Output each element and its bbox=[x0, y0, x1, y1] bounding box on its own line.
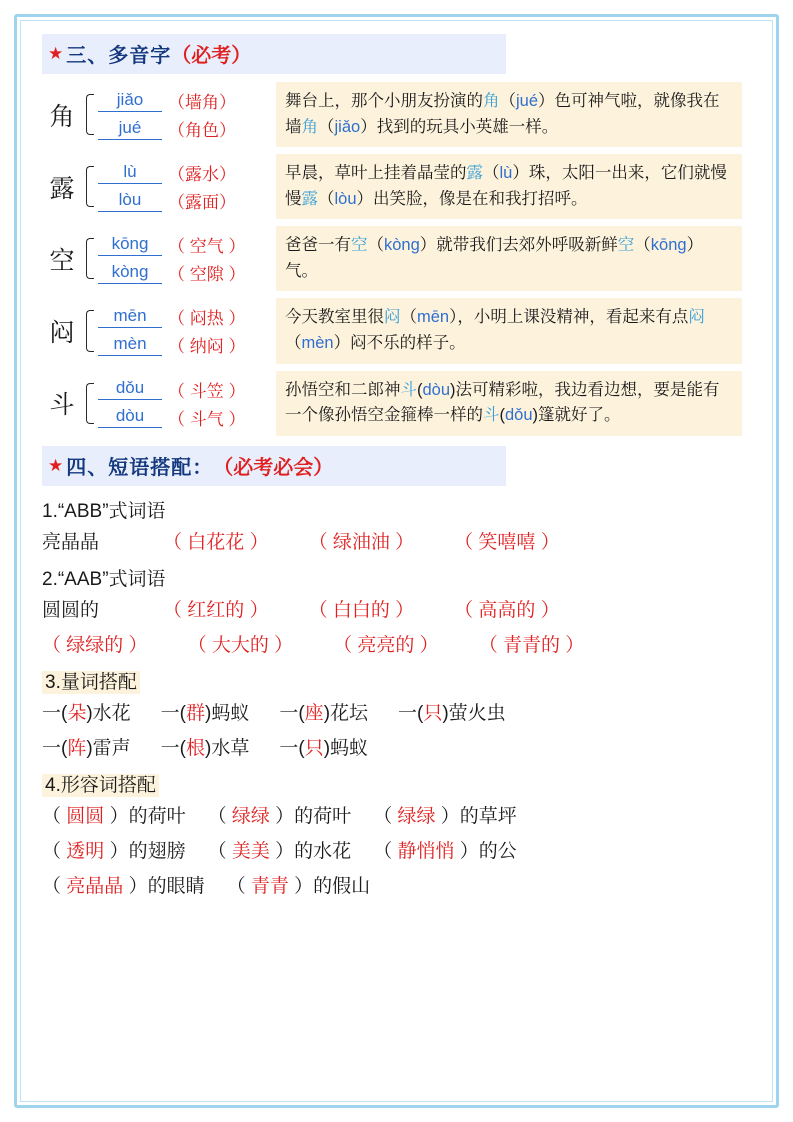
phrase-text: （ bbox=[226, 875, 246, 897]
brace-icon bbox=[82, 154, 96, 219]
phrase-text: （ bbox=[373, 805, 393, 827]
phrase-text: （ bbox=[207, 805, 227, 827]
phrase-answer: 透明 bbox=[61, 840, 110, 862]
phrase-answer: （ 白花花 ） bbox=[163, 531, 269, 553]
phrase-text: )水花 bbox=[86, 702, 131, 724]
highlighted-pinyin: mèn bbox=[301, 333, 334, 352]
phrase-text: 一( bbox=[279, 737, 305, 759]
phrase-line bbox=[42, 527, 742, 554]
highlighted-pinyin: kòng bbox=[384, 236, 420, 255]
pinyin-word-pairs bbox=[98, 303, 276, 359]
word-answer: （ 闷热 ） bbox=[168, 309, 246, 329]
highlighted-character: 斗 bbox=[483, 406, 500, 425]
sentence-text: ( bbox=[499, 406, 505, 425]
phrase-text: ）的荷叶 bbox=[275, 805, 352, 827]
phrase-answer: （ 笑嘻嘻 ） bbox=[454, 531, 560, 553]
pinyin-word-pair bbox=[98, 159, 276, 187]
highlighted-pinyin: lù bbox=[499, 164, 513, 183]
highlighted-heading-text: 3.量词搭配 bbox=[42, 671, 140, 694]
example-sentence bbox=[276, 298, 742, 363]
pinyin-answer: dǒu bbox=[98, 378, 162, 400]
polyphone-row bbox=[42, 371, 742, 436]
phrase-text: ）的假山 bbox=[294, 875, 371, 897]
phrase-text: ）的荷叶 bbox=[109, 805, 186, 827]
phrase-answer: 青青 bbox=[245, 875, 295, 897]
highlighted-pinyin: mēn bbox=[417, 308, 450, 327]
section-4-header bbox=[42, 446, 506, 486]
polyphone-character: 斗 bbox=[49, 391, 75, 420]
highlighted-character: 斗 bbox=[400, 380, 417, 399]
phrase-line bbox=[42, 836, 742, 863]
polyphone-table bbox=[42, 82, 742, 436]
word-answer: （ 斗笠 ） bbox=[168, 381, 246, 401]
phrase-text: ）的草坪 bbox=[440, 805, 517, 827]
phrase-text: 圆圆的 bbox=[42, 599, 100, 621]
phrase-text: ）的水花 bbox=[275, 840, 352, 862]
pinyin-word-pair bbox=[98, 259, 276, 287]
phrase-group-heading: 2.“AAB”式词语 bbox=[42, 568, 166, 590]
word-answer: （角色） bbox=[168, 121, 236, 141]
pinyin-word-pairs bbox=[98, 375, 276, 431]
pinyin-answer: kōng bbox=[98, 234, 162, 256]
phrase-answer: （ 高高的 ） bbox=[454, 599, 560, 621]
highlighted-character: 闷 bbox=[384, 308, 401, 327]
phrase-group-heading bbox=[42, 770, 742, 797]
phrase-answer: 只 bbox=[423, 702, 443, 724]
phrase-group-heading bbox=[42, 667, 742, 694]
phrase-line bbox=[42, 630, 742, 657]
word-answer: （ 斗气 ） bbox=[168, 409, 246, 429]
pinyin-word-pairs bbox=[98, 231, 276, 287]
sentence-text: ），小明上课没精神，看起来有点 bbox=[449, 308, 689, 327]
phrase-text: 一( bbox=[160, 737, 186, 759]
phrase-line bbox=[42, 871, 742, 898]
phrase-text: （ bbox=[42, 875, 62, 897]
highlighted-pinyin: jué bbox=[516, 92, 539, 110]
pinyin-word-pair bbox=[98, 331, 276, 359]
sentence-text: ( bbox=[417, 380, 423, 399]
pinyin-answer: kòng bbox=[98, 262, 162, 284]
pinyin-word-pair bbox=[98, 187, 276, 215]
example-sentence bbox=[276, 371, 742, 436]
brace-icon bbox=[82, 371, 96, 436]
phrase-answer: 美美 bbox=[226, 840, 276, 862]
pinyin-answer: lòu bbox=[98, 190, 162, 212]
sentence-text: （ bbox=[634, 236, 651, 255]
sentence-text: ）气。 bbox=[285, 236, 704, 280]
pinyin-word-pairs bbox=[98, 159, 276, 215]
phrase-line bbox=[42, 595, 742, 622]
sentence-text: )篷就好了。 bbox=[532, 406, 621, 425]
phrase-answer: 圆圆 bbox=[61, 805, 110, 827]
brace-icon bbox=[82, 82, 96, 147]
phrase-text: 一( bbox=[279, 702, 305, 724]
polyphone-character: 露 bbox=[49, 174, 75, 203]
phrase-text: 一( bbox=[398, 702, 424, 724]
highlighted-character: 闷 bbox=[688, 308, 705, 327]
sentence-text: 早晨，草叶上挂着晶莹的 bbox=[285, 164, 467, 183]
highlighted-pinyin: jiǎo bbox=[334, 117, 361, 136]
phrase-answer: （ 大大的 ） bbox=[187, 634, 294, 656]
sentence-text: （ bbox=[483, 164, 500, 183]
sentence-text: ）找到的玩具小英雄一样。 bbox=[360, 117, 559, 136]
phrase-text: （ bbox=[207, 840, 227, 862]
example-sentence bbox=[276, 154, 742, 219]
sentence-text: 孙悟空和二郎神 bbox=[285, 380, 401, 399]
phrase-line bbox=[42, 733, 742, 760]
highlighted-character: 角 bbox=[483, 92, 500, 110]
star-icon: ★ bbox=[48, 455, 64, 475]
pinyin-answer: mēn bbox=[98, 306, 162, 328]
example-sentence bbox=[276, 226, 742, 291]
pinyin-word-pair bbox=[98, 403, 276, 431]
highlighted-character: 露 bbox=[301, 189, 318, 208]
section-4-note: （必考必会） bbox=[213, 456, 334, 479]
sentence-text: （ bbox=[285, 333, 302, 352]
polyphone-character: 闷 bbox=[49, 318, 75, 347]
polyphone-character: 角 bbox=[49, 102, 75, 131]
sentence-text: 今天教室里很 bbox=[285, 308, 384, 327]
section-3-note: （必考） bbox=[171, 45, 252, 67]
pinyin-answer: mèn bbox=[98, 334, 162, 356]
phrase-text: 一( bbox=[42, 737, 68, 759]
pinyin-answer: lù bbox=[98, 162, 162, 184]
pinyin-word-pairs bbox=[98, 87, 276, 143]
phrase-text: （ bbox=[373, 840, 393, 862]
phrase-answer: 座 bbox=[304, 702, 324, 724]
phrase-answer: （ 白白的 ） bbox=[308, 599, 415, 621]
brace-icon bbox=[82, 298, 96, 363]
phrase-answer: 静悄悄 bbox=[392, 840, 460, 862]
highlighted-character: 露 bbox=[466, 164, 483, 183]
sentence-text: ）出笑脸，像是在和我打招呼。 bbox=[356, 189, 588, 208]
sentence-text: 爸爸一有 bbox=[285, 236, 351, 255]
pinyin-word-pair bbox=[98, 303, 276, 331]
phrase-line bbox=[42, 801, 742, 828]
phrase-text: 一( bbox=[160, 702, 186, 724]
phrase-answer: 群 bbox=[186, 702, 206, 724]
phrase-text: )萤火虫 bbox=[442, 702, 506, 724]
phrase-group-heading: 1.“ABB”式词语 bbox=[42, 500, 166, 522]
sentence-text: 舞台上，那个小朋友扮演的 bbox=[285, 92, 483, 110]
phrase-answer: 只 bbox=[304, 737, 324, 759]
word-answer: （ 空隙 ） bbox=[168, 265, 246, 285]
phrase-text: ）的翅膀 bbox=[109, 840, 186, 862]
phrase-text: )蚂蚁 bbox=[323, 737, 369, 759]
phrase-text: )蚂蚁 bbox=[205, 702, 250, 724]
word-answer: （露面） bbox=[168, 193, 236, 213]
polyphone-row bbox=[42, 82, 742, 147]
polyphone-row bbox=[42, 154, 742, 219]
phrase-answer: （ 绿绿的 ） bbox=[42, 634, 148, 656]
pinyin-word-pair bbox=[98, 375, 276, 403]
phrase-text: )水草 bbox=[205, 737, 250, 759]
brace-icon bbox=[82, 226, 96, 291]
phrase-matching-section bbox=[42, 496, 742, 898]
sentence-text: （ bbox=[318, 189, 335, 208]
phrase-answer: （ 青青的 ） bbox=[478, 634, 585, 656]
section-3-header bbox=[42, 34, 506, 74]
sentence-text: （ bbox=[499, 92, 516, 110]
phrase-text: )雷声 bbox=[86, 737, 131, 759]
phrase-answer: 阵 bbox=[67, 737, 87, 759]
phrase-line bbox=[42, 698, 742, 725]
sentence-text: （ bbox=[400, 308, 417, 327]
highlighted-pinyin: kōng bbox=[650, 236, 687, 255]
highlighted-pinyin: dòu bbox=[422, 380, 451, 399]
sentence-text: ）闷不乐的样子。 bbox=[333, 333, 466, 352]
phrase-answer: 绿绿 bbox=[226, 805, 276, 827]
highlighted-character: 角 bbox=[301, 117, 318, 136]
sentence-text: ）就带我们去郊外呼吸新鲜 bbox=[419, 236, 618, 255]
phrase-text: （ bbox=[42, 805, 62, 827]
phrase-answer: （ 亮亮的 ） bbox=[333, 634, 439, 656]
pinyin-answer: jiǎo bbox=[98, 90, 162, 112]
phrase-answer: （ 红红的 ） bbox=[163, 599, 269, 621]
polyphone-row bbox=[42, 298, 742, 363]
pinyin-word-pair bbox=[98, 231, 276, 259]
phrase-text: ）的眼睛 bbox=[128, 875, 205, 897]
sentence-text: （ bbox=[367, 236, 384, 255]
polyphone-character: 空 bbox=[49, 246, 75, 275]
phrase-text: )花坛 bbox=[323, 702, 369, 724]
worksheet-content bbox=[42, 34, 742, 1084]
sentence-text: )法可精彩啦，我边看边想，要是能有一个像孙悟空金箍棒一样的 bbox=[285, 380, 720, 425]
sentence-text: ）色可神气啦，就像我在墙 bbox=[285, 92, 720, 136]
pinyin-word-pair bbox=[98, 87, 276, 115]
phrase-text: ）的公 bbox=[459, 840, 517, 862]
pinyin-answer: jué bbox=[98, 118, 162, 140]
sentence-text: ）珠，太阳一出来，它们就慢慢 bbox=[285, 164, 727, 208]
example-sentence bbox=[276, 82, 742, 147]
phrase-text: 亮晶晶 bbox=[42, 531, 100, 553]
phrase-text: 一( bbox=[42, 702, 68, 724]
polyphone-row bbox=[42, 226, 742, 291]
pinyin-answer: dòu bbox=[98, 406, 162, 428]
phrase-answer: （ 绿油油 ） bbox=[308, 531, 415, 553]
highlighted-heading-text: 4.形容词搭配 bbox=[42, 774, 159, 797]
word-answer: （ 纳闷 ） bbox=[168, 337, 246, 357]
word-answer: （墙角） bbox=[168, 93, 236, 113]
phrase-answer: 根 bbox=[186, 737, 206, 759]
section-4-title: 四、短语搭配： bbox=[66, 456, 214, 479]
phrase-answer: 亮晶晶 bbox=[61, 875, 129, 897]
phrase-text: （ bbox=[42, 840, 62, 862]
phrase-answer: 朵 bbox=[67, 702, 87, 724]
word-answer: （ 空气 ） bbox=[168, 237, 246, 257]
star-icon: ★ bbox=[48, 44, 64, 63]
sentence-text: （ bbox=[318, 117, 335, 136]
pinyin-word-pair bbox=[98, 115, 276, 143]
section-3-title: 三、多音字 bbox=[66, 45, 172, 67]
highlighted-pinyin: dǒu bbox=[505, 406, 533, 425]
highlighted-character: 空 bbox=[351, 236, 368, 255]
word-answer: （露水） bbox=[168, 165, 236, 185]
phrase-answer: 绿绿 bbox=[392, 805, 441, 827]
highlighted-character: 空 bbox=[617, 236, 635, 255]
highlighted-pinyin: lòu bbox=[334, 189, 357, 208]
